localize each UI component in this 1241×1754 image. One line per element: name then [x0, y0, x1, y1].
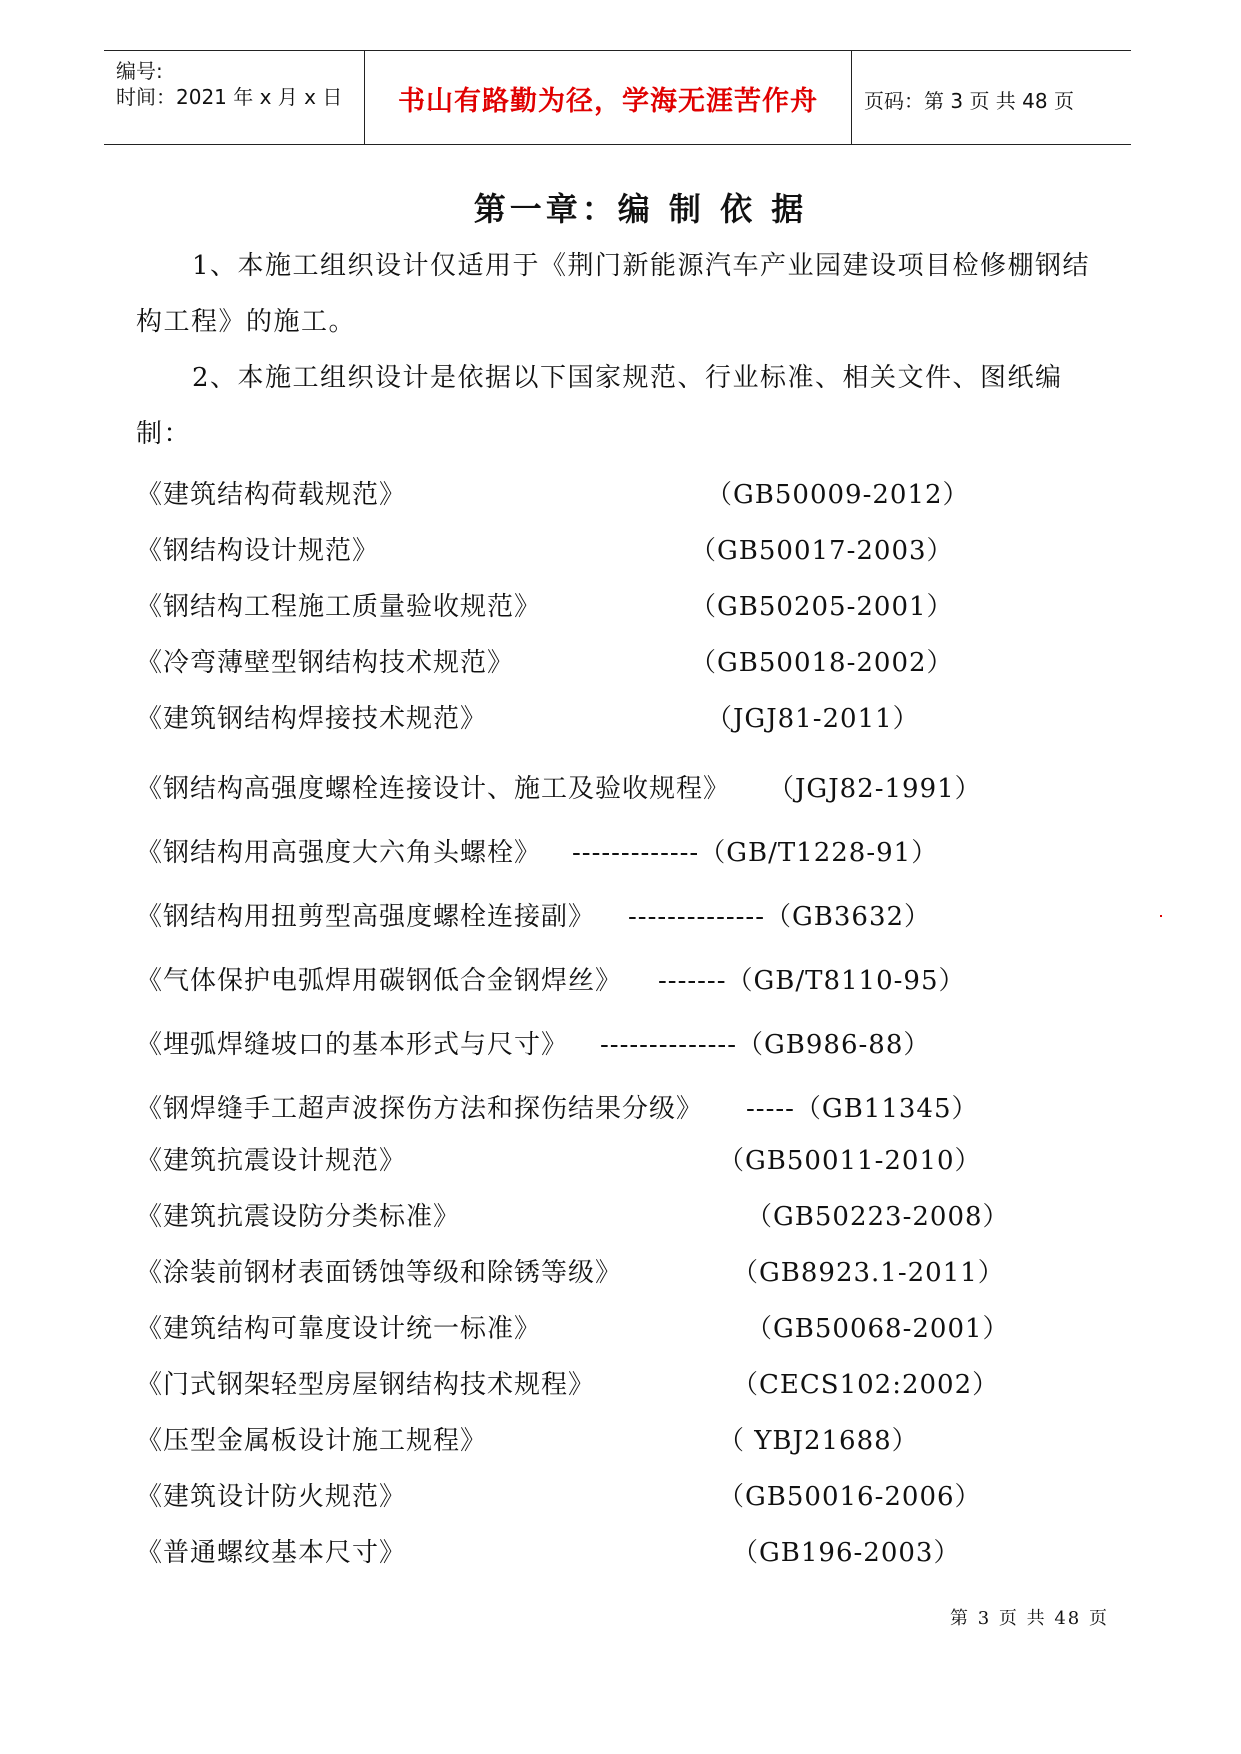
standard-code: （GB50223-2008） — [746, 1202, 1010, 1232]
standard-code: （CECS102:2002） — [732, 1370, 1000, 1400]
standard-name: 《钢结构高强度螺栓连接设计、施工及验收规程》 — [136, 774, 731, 804]
standard-code: （GB50011-2010） — [718, 1146, 982, 1176]
standard-name: 《建筑抗震设防分类标准》 — [136, 1202, 461, 1232]
standard-name: 《建筑设计防火规范》 — [136, 1482, 407, 1512]
standard-code: --------------（GB986-88） — [600, 1030, 931, 1060]
standard-code: （JGJ81-2011） — [706, 704, 920, 734]
standard-code: （GB50068-2001） — [746, 1314, 1010, 1344]
document-number-label: 编号: — [116, 59, 163, 83]
standard-code: （GB8923.1-2011） — [732, 1258, 1005, 1288]
standard-code: （GB50009-2012） — [706, 480, 970, 510]
standard-item — [0, 960, 1241, 996]
page-footer: 第 3 页 共 48 页 — [950, 1608, 1109, 1629]
standard-name: 《埋弧焊缝坡口的基本形式与尺寸》 — [136, 1030, 569, 1060]
standard-item — [0, 1364, 1241, 1400]
standard-item — [0, 1308, 1241, 1344]
standard-item — [0, 1420, 1241, 1456]
header-motto-cell — [365, 51, 852, 144]
standard-code: （GB50017-2003） — [690, 536, 954, 566]
standard-name: 《建筑结构可靠度设计统一标准》 — [136, 1314, 542, 1344]
document-time-label: 时间：2021 年 x 月 x 日 — [116, 85, 343, 109]
standard-name: 《建筑结构荷载规范》 — [136, 480, 407, 510]
standard-item — [0, 1532, 1241, 1568]
standard-name: 《冷弯薄壁型钢结构技术规范》 — [136, 648, 515, 678]
standard-code: （JGJ82-1991） — [768, 774, 982, 804]
standard-item — [0, 1140, 1241, 1176]
standard-code: （ YBJ21688） — [718, 1426, 919, 1456]
standard-code: （GB196-2003） — [732, 1538, 961, 1568]
standard-item — [0, 768, 1241, 804]
standard-code: -----（GB11345） — [746, 1094, 979, 1124]
header-meta-cell — [104, 51, 365, 144]
standard-item — [0, 896, 1241, 932]
standard-item — [0, 698, 1241, 734]
margin-mark — [1160, 915, 1162, 917]
standard-name: 《普通螺纹基本尺寸》 — [136, 1538, 407, 1568]
standard-code: -------（GB/T8110-95） — [658, 966, 966, 996]
standard-item — [0, 832, 1241, 868]
standard-item — [0, 586, 1241, 622]
standard-name: 《压型金属板设计施工规程》 — [136, 1426, 488, 1456]
paragraph-scope: 1、本施工组织设计仅适用于《荆门新能源汽车产业园建设项目检修棚钢结构工程》的施工。 — [136, 251, 1091, 337]
standard-code: -------------（GB/T1228-91） — [572, 838, 939, 868]
header-page-cell — [852, 51, 1131, 144]
page-header — [104, 50, 1131, 145]
standard-name: 《钢结构设计规范》 — [136, 536, 380, 566]
standard-code: （GB50016-2006） — [718, 1482, 982, 1512]
standard-item — [0, 1196, 1241, 1232]
standard-item — [0, 530, 1241, 566]
standard-name: 《建筑抗震设计规范》 — [136, 1146, 407, 1176]
standard-name: 《钢结构用高强度大六角头螺栓》 — [136, 838, 542, 868]
standard-name: 《钢结构工程施工质量验收规范》 — [136, 592, 542, 622]
standard-item — [0, 1252, 1241, 1288]
standard-code: （GB50205-2001） — [690, 592, 954, 622]
header-page-info: 页码：第 3 页 共 48 页 — [864, 89, 1074, 113]
standard-code: --------------（GB3632） — [628, 902, 932, 932]
standard-item — [0, 1024, 1241, 1060]
standard-name: 《涂装前钢材表面锈蚀等级和除锈等级》 — [136, 1258, 623, 1288]
paragraph-basis: 2、本施工组织设计是依据以下国家规范、行业标准、相关文件、图纸编制： — [136, 363, 1063, 449]
standard-item — [0, 1088, 1241, 1124]
standard-name: 《气体保护电弧焊用碳钢低合金钢焊丝》 — [136, 966, 623, 996]
standard-name: 《钢结构用扭剪型高强度螺栓连接副》 — [136, 902, 596, 932]
standard-item — [0, 1476, 1241, 1512]
standard-name: 《钢焊缝手工超声波探伤方法和探伤结果分级》 — [136, 1094, 704, 1124]
standard-name: 《门式钢架轻型房屋钢结构技术规程》 — [136, 1370, 596, 1400]
standard-item — [0, 474, 1241, 510]
motto-text: 书山有路勤为径，学海无涯苦作舟 — [398, 86, 818, 117]
standard-code: （GB50018-2002） — [690, 648, 954, 678]
standard-name: 《建筑钢结构焊接技术规范》 — [136, 704, 488, 734]
chapter-title: 第一章：编 制 依 据 — [473, 190, 808, 228]
standard-item — [0, 642, 1241, 678]
